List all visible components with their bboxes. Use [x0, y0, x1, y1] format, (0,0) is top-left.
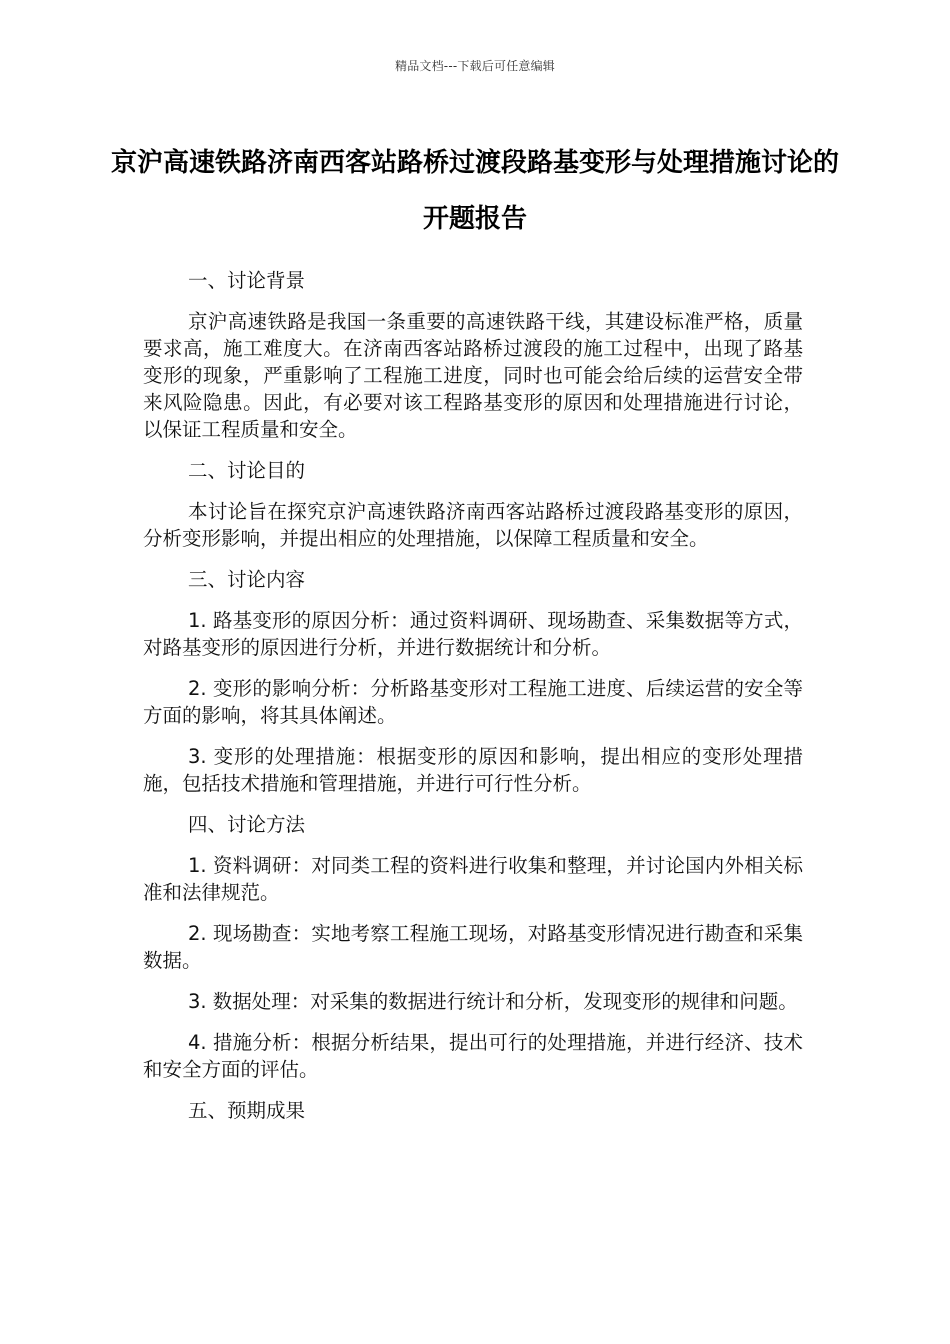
section-heading-method: 四、讨论方法 [188, 813, 306, 836]
section-heading-purpose: 二、讨论目的 [188, 459, 306, 482]
background-paragraph: 京沪高速铁路是我国一条重要的高速铁路干线，其建设标准严格，质量要求高，施工难度大。在济南西客站路桥过渡段的施工过程中，出现了路基变形的现象，严重影响了工程施工进度，同时也可能会给后续的运营安全带来风险隐患。因此，有必要对该工程路基变形的原因和处理措施进行讨论，以保证工程质量和安全。 [143, 310, 803, 441]
method-item: 1. 资料调研：对同类工程的资料进行收集和整理，并讨论国内外相关标准和法律规范。 [143, 854, 803, 904]
section-heading-content: 三、讨论内容 [188, 568, 306, 591]
method-item: 3. 数据处理：对采集的数据进行统计和分析，发现变形的规律和问题。 [188, 990, 798, 1013]
content-item: 2. 变形的影响分析：分析路基变形对工程施工进度、后续运营的安全等方面的影响，将其具体阐述。 [143, 677, 803, 727]
document-title: 京沪高速铁路济南西客站路桥过渡段路基变形与处理措施讨论的开题报告 [110, 148, 839, 234]
method-item: 4. 措施分析：根据分析结果，提出可行的处理措施，并进行经济、技术和安全方面的评估。 [143, 1031, 803, 1081]
content-item: 3. 变形的处理措施：根据变形的原因和影响，提出相应的变形处理措施，包括技术措施和管理措施，并进行可行性分析。 [143, 745, 803, 795]
method-item: 2. 现场勘查：实地考察工程施工现场，对路基变形情况进行勘查和采集数据。 [143, 922, 803, 972]
purpose-paragraph: 本讨论旨在探究京沪高速铁路济南西客站路桥过渡段路基变形的原因，分析变形影响，并提出相应的处理措施，以保障工程质量和安全。 [143, 500, 803, 550]
content-item: 1. 路基变形的原因分析：通过资料调研、现场勘查、采集数据等方式，对路基变形的原因进行分析，并进行数据统计和分析。 [143, 609, 803, 659]
section-heading-background: 一、讨论背景 [188, 269, 306, 292]
header-note: 精品文档---下载后可任意编辑 [395, 59, 555, 73]
section-heading-results: 五、预期成果 [188, 1099, 306, 1122]
document-body [143, 267, 803, 1138]
